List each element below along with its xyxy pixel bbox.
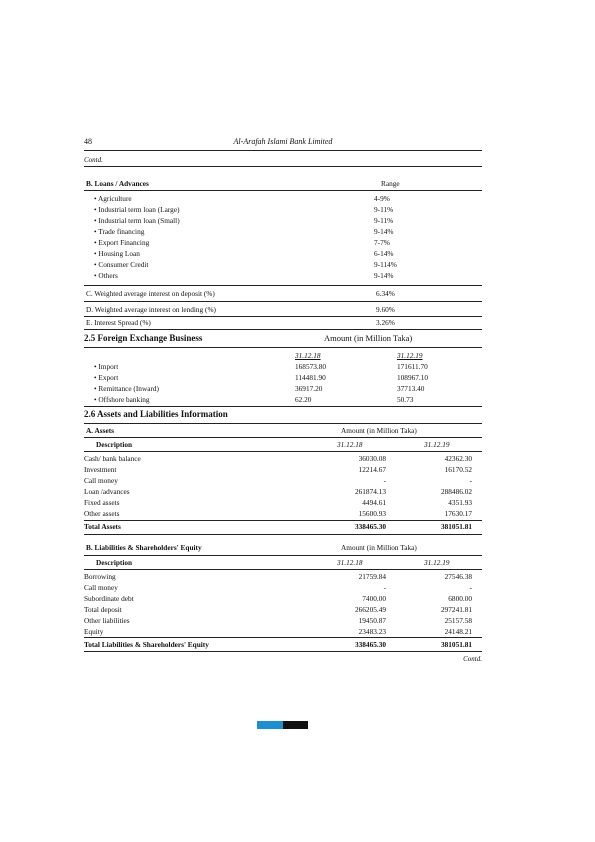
asset-label: Investment	[84, 465, 117, 474]
fx-heading: 2.5 Foreign Exchange Business	[84, 333, 203, 343]
range-label: Range	[381, 179, 400, 188]
col-header-2019: 31.12.19	[424, 440, 450, 449]
total-liabilities-label: Total Liabilities & Shareholders' Equity	[84, 640, 209, 649]
footer-color-bar-blue	[257, 721, 283, 729]
rate-label: C. Weighted average interest on deposit (%)	[86, 289, 215, 298]
divider	[84, 285, 482, 286]
liability-value-2018: 266205.49	[354, 605, 386, 614]
fx-value-2019: 50.73	[397, 395, 414, 404]
table-row	[84, 615, 482, 626]
fx-item-label: • Offshore banking	[94, 395, 150, 404]
loan-item-range: 7-7%	[374, 238, 390, 247]
total-liabilities-2018: 338465.30	[354, 640, 386, 649]
loan-item-label: • Agriculture	[94, 194, 132, 203]
asset-value-2018: 36030.08	[358, 454, 386, 463]
liability-value-2019: 6800.00	[448, 594, 472, 603]
total-assets-2019: 381051.81	[440, 522, 472, 531]
loan-item-label: • Industrial term loan (Large)	[94, 205, 180, 214]
liabilities-heading-row	[84, 542, 482, 553]
table-row	[84, 394, 482, 405]
fx-columns-row	[84, 350, 482, 361]
total-assets-2018: 338465.30	[354, 522, 386, 531]
contd-label-top: Contd.	[84, 156, 103, 164]
fx-item-label: • Import	[94, 362, 119, 371]
rate-row	[84, 288, 482, 299]
fx-item-label: • Export	[94, 373, 119, 382]
total-assets-label: Total Assets	[84, 522, 121, 531]
liability-value-2018: 23483.23	[358, 627, 386, 636]
list-item	[84, 270, 482, 281]
rate-label: E. Interest Spread (%)	[86, 318, 151, 327]
loan-item-range: 9-14%	[374, 227, 394, 236]
loan-item-label: • Housing Loan	[94, 249, 140, 258]
fx-value-2019: 171611.70	[397, 362, 428, 371]
asset-label: Fixed assets	[84, 498, 120, 507]
liability-label: Total deposit	[84, 605, 122, 614]
divider	[84, 347, 482, 348]
liability-value-2018: 7400.00	[362, 594, 386, 603]
rate-label: D. Weighted average interest on lending (%)	[86, 305, 216, 314]
contd-label-bottom: Contd.	[463, 655, 482, 663]
assets-amount-label: Amount (in Million Taka)	[341, 426, 417, 435]
loan-item-range: 6-14%	[374, 249, 394, 258]
table-row	[84, 497, 482, 508]
asset-value-2019: 4351.93	[448, 498, 472, 507]
list-item	[84, 259, 482, 270]
list-item	[84, 248, 482, 259]
assets-columns-row	[84, 439, 482, 450]
fx-value-2019: 108967.10	[397, 373, 429, 382]
asset-value-2019: -	[469, 476, 472, 485]
divider	[84, 190, 482, 191]
table-row	[84, 383, 482, 394]
loan-item-label: • Others	[94, 271, 118, 280]
list-item	[84, 204, 482, 215]
liability-label: Equity	[84, 627, 104, 636]
list-item	[84, 193, 482, 204]
asset-value-2018: 12214.67	[358, 465, 386, 474]
fx-value-2018: 114481.90	[295, 373, 326, 382]
divider	[84, 423, 482, 424]
loan-item-label: • Trade financing	[94, 227, 145, 236]
loan-item-range: 4-9%	[374, 194, 390, 203]
asset-label: Other assets	[84, 509, 120, 518]
table-row	[84, 372, 482, 383]
liability-value-2019: 24148.21	[444, 627, 472, 636]
divider	[84, 555, 482, 556]
divider	[84, 437, 482, 438]
divider	[84, 651, 482, 652]
fx-amount-label: Amount (in Million Taka)	[324, 333, 413, 343]
table-row	[84, 571, 482, 582]
liability-value-2019: 25157.58	[444, 616, 472, 625]
fx-value-2018: 62.20	[295, 395, 312, 404]
liability-value-2018: 21759.84	[358, 572, 386, 581]
divider	[84, 329, 482, 330]
liability-value-2019: 297241.81	[440, 605, 472, 614]
loan-item-label: • Consumer Credit	[94, 260, 149, 269]
divider	[84, 637, 482, 638]
desc-header: Description	[96, 440, 133, 449]
al-heading: 2.6 Assets and Liabilities Information	[84, 409, 228, 419]
asset-value-2019: 42362.30	[444, 454, 472, 463]
desc-header: Description	[96, 558, 133, 567]
total-row	[84, 521, 482, 532]
liability-value-2019: 27546.38	[444, 572, 472, 581]
al-heading-row	[84, 409, 482, 422]
asset-value-2019: 288486.02	[440, 487, 472, 496]
table-row	[84, 475, 482, 486]
loan-item-range: 9-114%	[374, 260, 397, 269]
liability-label: Other liabilities	[84, 616, 130, 625]
table-row	[84, 464, 482, 475]
table-row	[84, 626, 482, 637]
liability-value-2019: -	[469, 583, 472, 592]
loan-item-range: 9-11%	[374, 216, 394, 225]
page-header	[84, 137, 482, 151]
table-row	[84, 582, 482, 593]
asset-label: Cash/ bank balance	[84, 454, 141, 463]
loan-item-range: 9-14%	[374, 271, 394, 280]
asset-value-2018: 15600.93	[358, 509, 386, 518]
loan-item-label: • Industrial term loan (Small)	[94, 216, 180, 225]
rate-value: 3.26%	[376, 318, 395, 327]
assets-heading: A. Assets	[86, 426, 114, 435]
asset-value-2018: -	[383, 476, 386, 485]
page-title: Al-Arafah Islami Bank Limited	[233, 137, 333, 146]
loan-item-label: • Export Financing	[94, 238, 150, 247]
col-header-2019: 31.12.19	[397, 351, 423, 360]
rate-value: 9.60%	[376, 305, 395, 314]
liabilities-columns-row	[84, 557, 482, 568]
fx-value-2018: 168573.80	[295, 362, 327, 371]
asset-label: Loan /advances	[84, 487, 130, 496]
fx-value-2019: 37713.40	[397, 384, 425, 393]
liabilities-amount-label: Amount (in Million Taka)	[341, 543, 417, 552]
page-number: 48	[84, 137, 92, 146]
liabilities-heading: B. Liabilities & Shareholders' Equity	[86, 543, 202, 552]
table-row	[84, 604, 482, 615]
rate-row	[84, 304, 482, 315]
fx-item-label: • Remittance (Inward)	[94, 384, 159, 393]
fx-heading-row	[84, 333, 482, 346]
table-row	[84, 361, 482, 372]
rate-row	[84, 317, 482, 328]
table-row	[84, 453, 482, 464]
rate-value: 6.34%	[376, 289, 395, 298]
liability-value-2018: -	[383, 583, 386, 592]
col-header-2018: 31.12.18	[295, 351, 321, 360]
col-header-2018: 31.12.18	[337, 558, 363, 567]
asset-value-2019: 16170.52	[444, 465, 472, 474]
table-row	[84, 593, 482, 604]
asset-value-2019: 17630.17	[444, 509, 472, 518]
divider	[84, 166, 482, 167]
loans-heading-row	[84, 178, 482, 189]
table-row	[84, 486, 482, 497]
asset-label: Call money	[84, 476, 118, 485]
liability-value-2018: 19450.87	[358, 616, 386, 625]
col-header-2018: 31.12.18	[337, 440, 363, 449]
col-header-2019: 31.12.19	[424, 558, 450, 567]
divider	[84, 569, 482, 570]
assets-heading-row	[84, 425, 482, 436]
list-item	[84, 226, 482, 237]
liability-label: Call money	[84, 583, 118, 592]
asset-value-2018: 4494.61	[362, 498, 386, 507]
divider	[84, 301, 482, 302]
total-row	[84, 639, 482, 650]
liability-label: Borrowing	[84, 572, 116, 581]
loans-heading: B. Loans / Advances	[86, 179, 149, 188]
total-liabilities-2019: 381051.81	[440, 640, 472, 649]
footer-color-bar-black	[283, 721, 308, 729]
fx-value-2018: 36917.20	[295, 384, 323, 393]
divider	[84, 451, 482, 452]
header-rule	[84, 150, 482, 151]
loan-item-range: 9-11%	[374, 205, 394, 214]
asset-value-2018: 261874.13	[354, 487, 386, 496]
list-item	[84, 237, 482, 248]
table-row	[84, 508, 482, 519]
liability-label: Subordinate debt	[84, 594, 134, 603]
divider	[84, 406, 482, 407]
divider	[84, 534, 482, 535]
list-item	[84, 215, 482, 226]
